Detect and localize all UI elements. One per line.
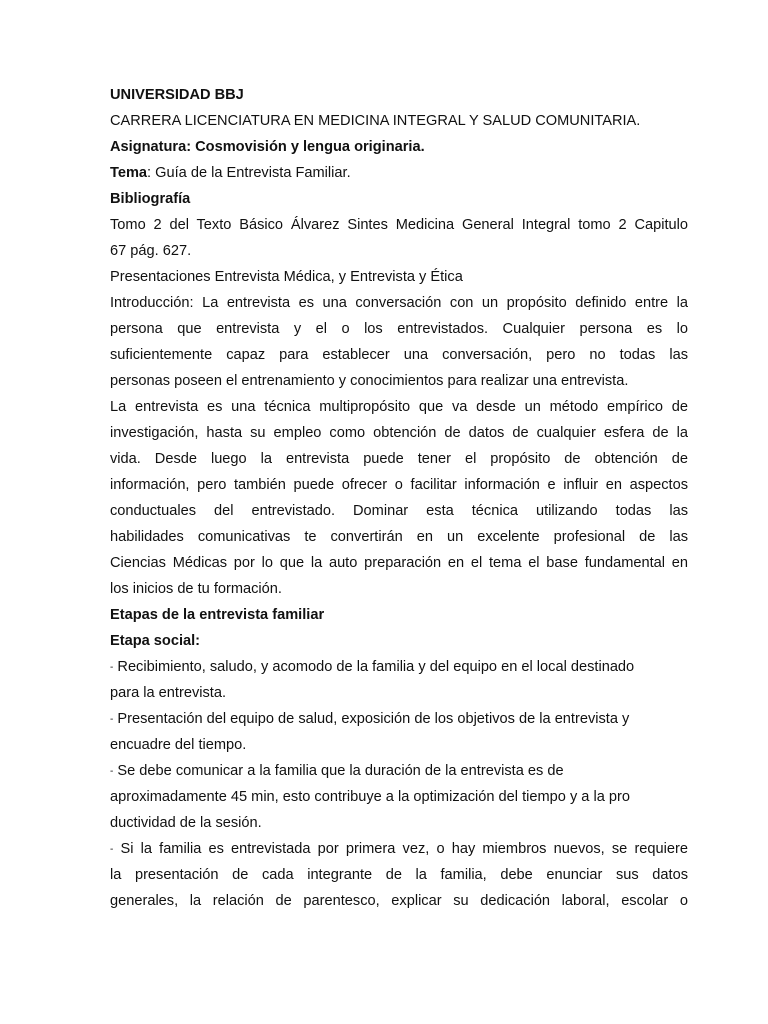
body-line: información, pero también puede ofrecer o facilitar información e influir en aspectos [110,477,688,493]
stage-item-line: ductividad de la sesión. [110,815,262,831]
intro-line: suficientemente capaz para establecer una conversación, pero no todas las [110,347,688,363]
dash-bullet: - [110,844,114,855]
bibliography-line: Presentaciones Entrevista Médica, y Entrevista y Ética [110,269,463,285]
topic-line [110,160,688,186]
topic-text: : Guía de la Entrevista Familiar. [147,165,351,181]
social-stage-heading: Etapa social: [110,633,201,649]
body-line: vida. Desde luego la entrevista puede tener el propósito de obtención de [110,451,688,467]
dash-bullet: - [110,766,114,777]
bibliography-heading: Bibliografía [110,191,191,207]
subject-line: Asignatura: Cosmovisión y lengua originaria. [110,139,425,155]
stage-item-line: aproximadamente 45 min, esto contribuye a la optimización del tiempo y a la pro [110,789,630,805]
intro-line: personas poseen el entrenamiento y conocimientos para realizar una entrevista. [110,373,629,389]
body-line: habilidades comunicativas te convertirán en un excelente profesional de las [110,529,688,545]
topic-label: Tema [110,165,148,181]
bibliography-line: 67 pág. 627. [110,243,192,259]
stage-item-line: la presentación de cada integrante de la familia, debe enunciar sus datos [110,867,688,883]
body-line: Ciencias Médicas por lo que la auto preparación en el tema el base fundamental en [110,555,688,571]
dash-bullet: - [110,662,114,673]
body-line: La entrevista es una técnica multipropósito que va desde un método empírico de [110,399,688,415]
university-name: UNIVERSIDAD BBJ [110,87,244,103]
dash-bullet: - [110,714,114,725]
career-title: CARRERA LICENCIATURA EN MEDICINA INTEGRAL Y SALUD COMUNITARIA. [110,113,641,129]
stage-item-first-line: - Se debe comunicar a la familia que la duración de la entrevista es de [110,763,564,779]
intro-line: persona que entrevista y el o los entrevistados. Cualquier persona es lo [110,321,688,337]
intro-line: Introducción: La entrevista es una conversación con un propósito definido entre la [110,295,688,311]
stage-item-line: encuadre del tiempo. [110,737,247,753]
stage-item-first-line: - Recibimiento, saludo, y acomodo de la familia y del equipo en el local destinado [110,659,635,675]
stages-heading: Etapas de la entrevista familiar [110,607,325,623]
body-line: conductuales del entrevistado. Dominar esta técnica utilizando todas las [110,503,688,519]
stage-item-first-line: - Si la familia es entrevistada por primera vez, o hay miembros nuevos, se requiere [110,841,688,857]
body-line: los inicios de tu formación. [110,581,282,597]
stage-item-line: para la entrevista. [110,685,227,701]
document-page [110,82,688,914]
body-line: investigación, hasta su empleo como obtención de datos de cualquier esfera de la [110,425,688,441]
stage-item-line: generales, la relación de parentesco, explicar su dedicación laboral, escolar o [110,893,688,909]
bibliography-line: Tomo 2 del Texto Básico Álvarez Sintes Medicina General Integral tomo 2 Capitulo [110,217,688,233]
stage-item-first-line: - Presentación del equipo de salud, exposición de los objetivos de la entrevista y [110,711,630,727]
